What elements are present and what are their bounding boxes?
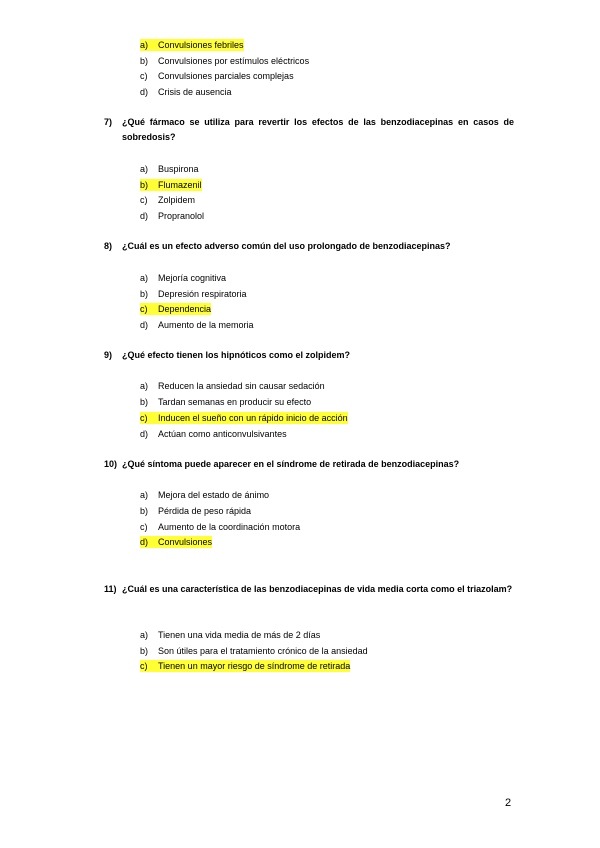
option-8b: b) Depresión respiratoria (140, 289, 247, 299)
option-prev-a: a) Convulsiones febriles (140, 40, 244, 50)
question-11: 11) ¿Cuál es una característica de las benzodiacepinas de vida media corta como el triazolam? (104, 584, 513, 594)
page-number: 2 (505, 797, 512, 809)
option-10a: a) Mejora del estado de ánimo (140, 490, 270, 500)
option-prev-c: c) Convulsiones parciales complejas (140, 71, 294, 81)
option-7c: c) Zolpidem (140, 195, 196, 205)
question-9: 9) ¿Qué efecto tienen los hipnóticos como el zolpidem? (104, 350, 351, 360)
option-10b: b) Pérdida de peso rápida (140, 506, 252, 516)
option-9d: d) Actúan como anticonvulsivantes (140, 429, 287, 439)
question-7: 7) ¿Qué fármaco se utiliza para revertir los efectos de las benzodiacepinas en casos de sobredosis? (104, 117, 514, 142)
option-7b: b) Flumazenil (140, 180, 202, 190)
option-8a: a) Mejoría cognitiva (140, 273, 227, 283)
question-8: 8) ¿Cuál es un efecto adverso común del uso prolongado de benzodiacepinas? (104, 241, 451, 251)
option-10d: d) Convulsiones (140, 537, 213, 547)
option-8d: d) Aumento de la memoria (140, 320, 254, 330)
option-11c: c) Tienen un mayor riesgo de síndrome de retirada (140, 661, 351, 671)
option-7d: d) Propranolol (140, 211, 205, 221)
option-9b: b) Tardan semanas en producir su efecto (140, 397, 312, 407)
option-11b: b) Son útiles para el tratamiento crónico de la ansiedad (140, 646, 368, 656)
option-9c: c) Inducen el sueño con un rápido inicio de acción (140, 413, 348, 423)
option-prev-b: b) Convulsiones por estímulos eléctricos (140, 56, 310, 66)
option-7a: a) Buspirona (140, 164, 199, 174)
option-11a: a) Tienen una vida media de más de 2 días (140, 630, 321, 640)
option-8c: c) Dependencia (140, 304, 212, 314)
option-prev-d: d) Crisis de ausencia (140, 87, 232, 97)
question-10: 10) ¿Qué síntoma puede aparecer en el síndrome de retirada de benzodiacepinas? (104, 459, 460, 469)
option-9a: a) Reducen la ansiedad sin causar sedación (140, 381, 325, 391)
option-10c: c) Aumento de la coordinación motora (140, 522, 301, 532)
